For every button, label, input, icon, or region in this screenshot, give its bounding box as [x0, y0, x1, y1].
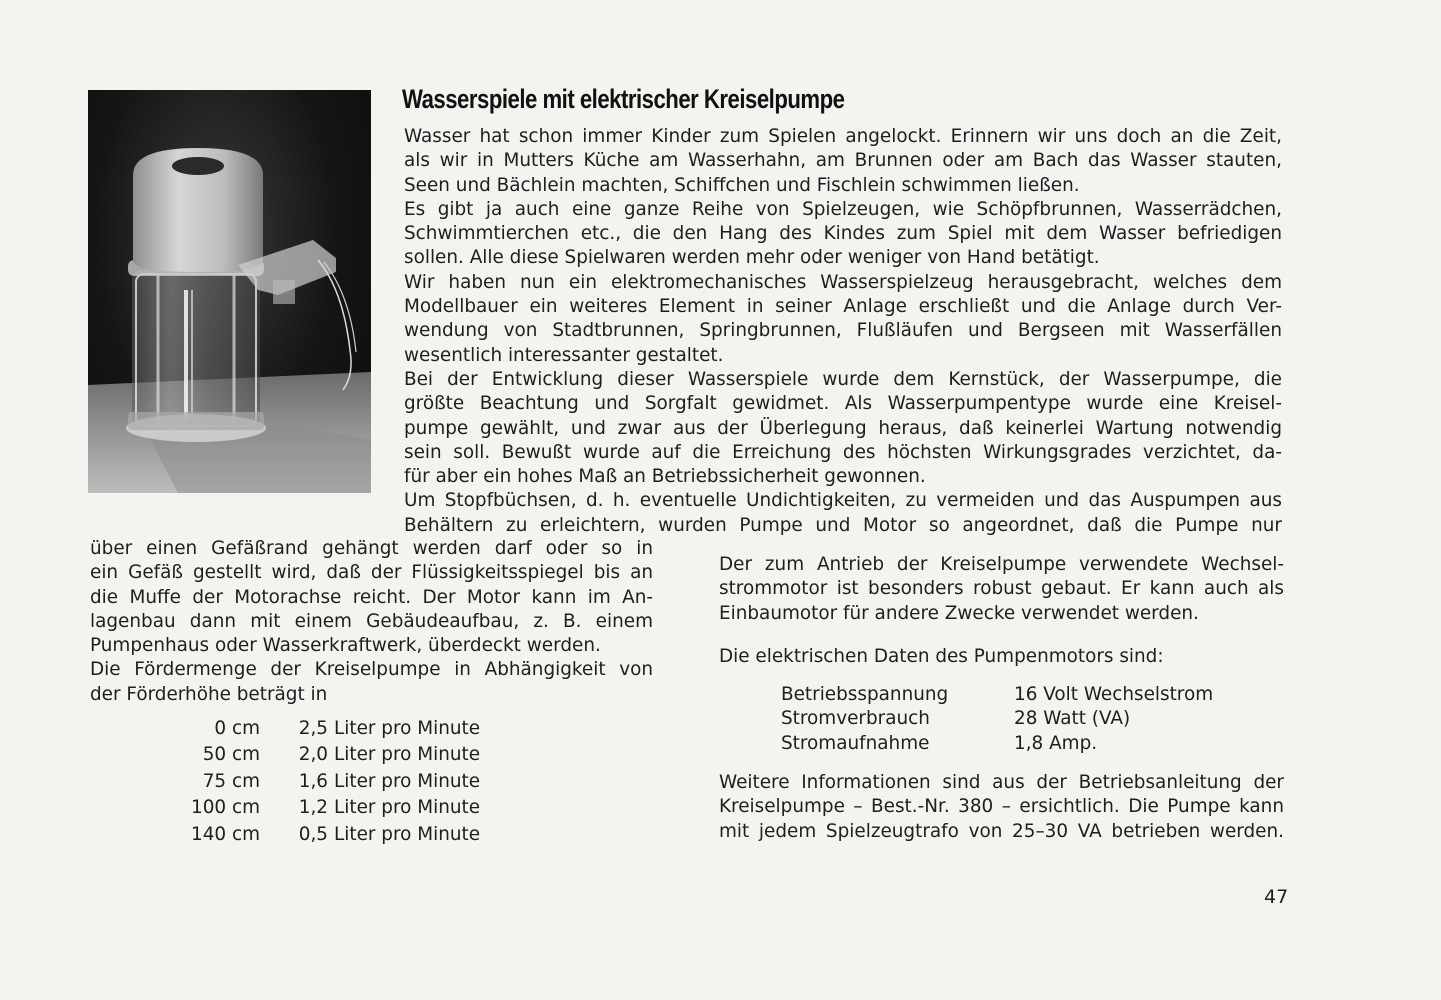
text-line: als wir in Mutters Küche am Wasserhahn, am Brunnen oder am Bach das Wasser stauten,: [404, 150, 1282, 172]
text-line: sollen. Alle diese Spielwaren werden mehr oder weniger von Hand betätigt.: [404, 247, 1100, 269]
right-column-text: [719, 553, 1284, 669]
delivery-value: 1,2: [298, 797, 328, 819]
table-row: [160, 822, 494, 848]
delivery-value: 2,5: [298, 718, 328, 739]
text-line: mit jedem Spielzeugtrafo von 25–30 VA betrieben werden.: [719, 820, 1284, 842]
spec-row: [781, 683, 1213, 707]
text-line: Wasser hat schon immer Kinder zum Spielen angelockt. Erinnern wir uns doch an die Zeit,: [404, 126, 1282, 147]
text-line: Weitere Informationen sind aus der Betriebsanleitung der: [719, 772, 1284, 793]
text-line: Der zum Antrieb der Kreiselpumpe verwendete Wechsel-: [719, 554, 1284, 575]
text-line: Pumpenhaus oder Wasserkraftwerk, überdeckt werden.: [90, 635, 601, 657]
text-line: pumpe gewählt, und zwar aus der Überlegung heraus, daß keinerlei Wartung notwendig: [404, 417, 1282, 439]
spec-label: Stromverbrauch: [781, 708, 930, 730]
spec-row: [781, 707, 1213, 731]
specs-intro: Die elektrischen Daten des Pumpenmotors sind:: [719, 645, 1164, 667]
delivery-unit: Liter pro Minute: [334, 823, 481, 845]
text-line: Bei der Entwicklung dieser Wasserspiele wurde dem Kernstück, der Wasserpumpe, die: [404, 368, 1282, 390]
delivery-height: 50 cm: [202, 744, 260, 766]
text-line: über einen Gefäßrand gehängt werden darf oder so in: [90, 538, 653, 559]
page-title: Wasserspiele mit elektrischer Kreiselpumpe: [402, 84, 845, 114]
text-line: strommotor ist besonders robust gebaut. Er kann auch als: [719, 578, 1284, 600]
product-photo-pump: [88, 90, 371, 493]
text-line: Behältern zu erleichtern, wurden Pumpe und Motor so angeordnet, daß die Pumpe nur: [404, 514, 1282, 536]
text-line: Wir haben nun ein elektromechanisches Wasserspielzeug herausgebracht, welches dem: [404, 271, 1282, 293]
text-line: größte Beachtung und Sorgfalt gewidmet. Als Wasserpumpentype wurde eine Kreisel-: [404, 393, 1282, 415]
delivery-height: 100 cm: [191, 797, 260, 819]
text-line: für aber ein hohes Maß an Betriebssicherheit gewonnen.: [404, 466, 926, 488]
delivery-height: 0 cm: [214, 718, 260, 739]
table-row: [160, 742, 494, 768]
delivery-unit: Liter pro Minute: [334, 770, 481, 792]
text-line: Die Fördermenge der Kreiselpumpe in Abhängigkeit von: [90, 659, 653, 681]
delivery-height: 75 cm: [202, 770, 260, 792]
table-row: [160, 795, 494, 821]
text-line: sein soll. Bewußt wurde auf die Erreichung des höchsten Wirkungsgrades verzichtet, da-: [404, 441, 1282, 463]
text-line: Schwimmtierchen etc., die den Hang des Kindes zum Spiel mit dem Wasser befriedigen: [404, 223, 1282, 245]
text-line: Einbaumotor für andere Zwecke verwendet werden.: [719, 602, 1199, 624]
delivery-value: 1,6: [298, 770, 328, 792]
delivery-unit: Liter pro Minute: [334, 797, 481, 819]
delivery-unit: Liter pro Minute: [334, 744, 481, 766]
text-line: wesentlich interessanter gestaltet.: [404, 344, 724, 366]
spec-label: Betriebsspannung: [781, 684, 949, 705]
text-line: Es gibt ja auch eine ganze Reihe von Spielzeugen, wie Schöpfbrunnen, Wasserrädchen,: [404, 198, 1282, 220]
text-line: Um Stopfbüchsen, d. h. eventuelle Undichtigkeiten, zu vermeiden und das Auspumpen aus: [404, 490, 1282, 512]
table-row: [160, 769, 494, 795]
page-number: 47: [1264, 886, 1289, 908]
text-line: der Förderhöhe beträgt in: [90, 683, 328, 705]
spec-row: [781, 732, 1213, 756]
delivery-height: 140 cm: [191, 823, 260, 845]
delivery-unit: Liter pro Minute: [334, 718, 481, 739]
text-line: ein Gefäß gestellt wird, daß der Flüssigkeitsspiegel bis an: [90, 562, 653, 584]
left-column-text: [90, 537, 653, 707]
text-line: lagenbau dann mit einem Gebäudeaufbau, z. B. einem: [90, 610, 653, 632]
spec-label: Stromaufnahme: [781, 732, 930, 754]
further-info-text: [719, 771, 1284, 844]
motor-specs: [781, 683, 1213, 756]
table-row: [160, 716, 494, 742]
text-line: Seen und Bächlein machten, Schiffchen und Fischlein schwimmen ließen.: [404, 174, 1080, 196]
spec-value: 1,8 Amp.: [1014, 732, 1098, 754]
text-line: Kreiselpumpe – Best.-Nr. 380 – ersichtlich. Die Pumpe kann: [719, 796, 1284, 818]
delivery-value: 0,5: [298, 823, 328, 845]
spec-value: 28 Watt (VA): [1014, 708, 1131, 730]
intro-text: [404, 125, 1282, 538]
delivery-value: 2,0: [298, 744, 328, 766]
spec-value: 16 Volt Wechselstrom: [1014, 684, 1214, 705]
delivery-rate-table: [160, 716, 494, 848]
text-line: wendung von Stadtbrunnen, Springbrunnen, Flußläufen und Bergseen mit Wasserfällen: [404, 320, 1282, 342]
text-line: die Muffe der Motorachse reicht. Der Motor kann im An-: [90, 586, 653, 608]
text-line: Modellbauer ein weiteres Element in seiner Anlage erschließt und die Anlage durch Ver-: [404, 296, 1282, 318]
